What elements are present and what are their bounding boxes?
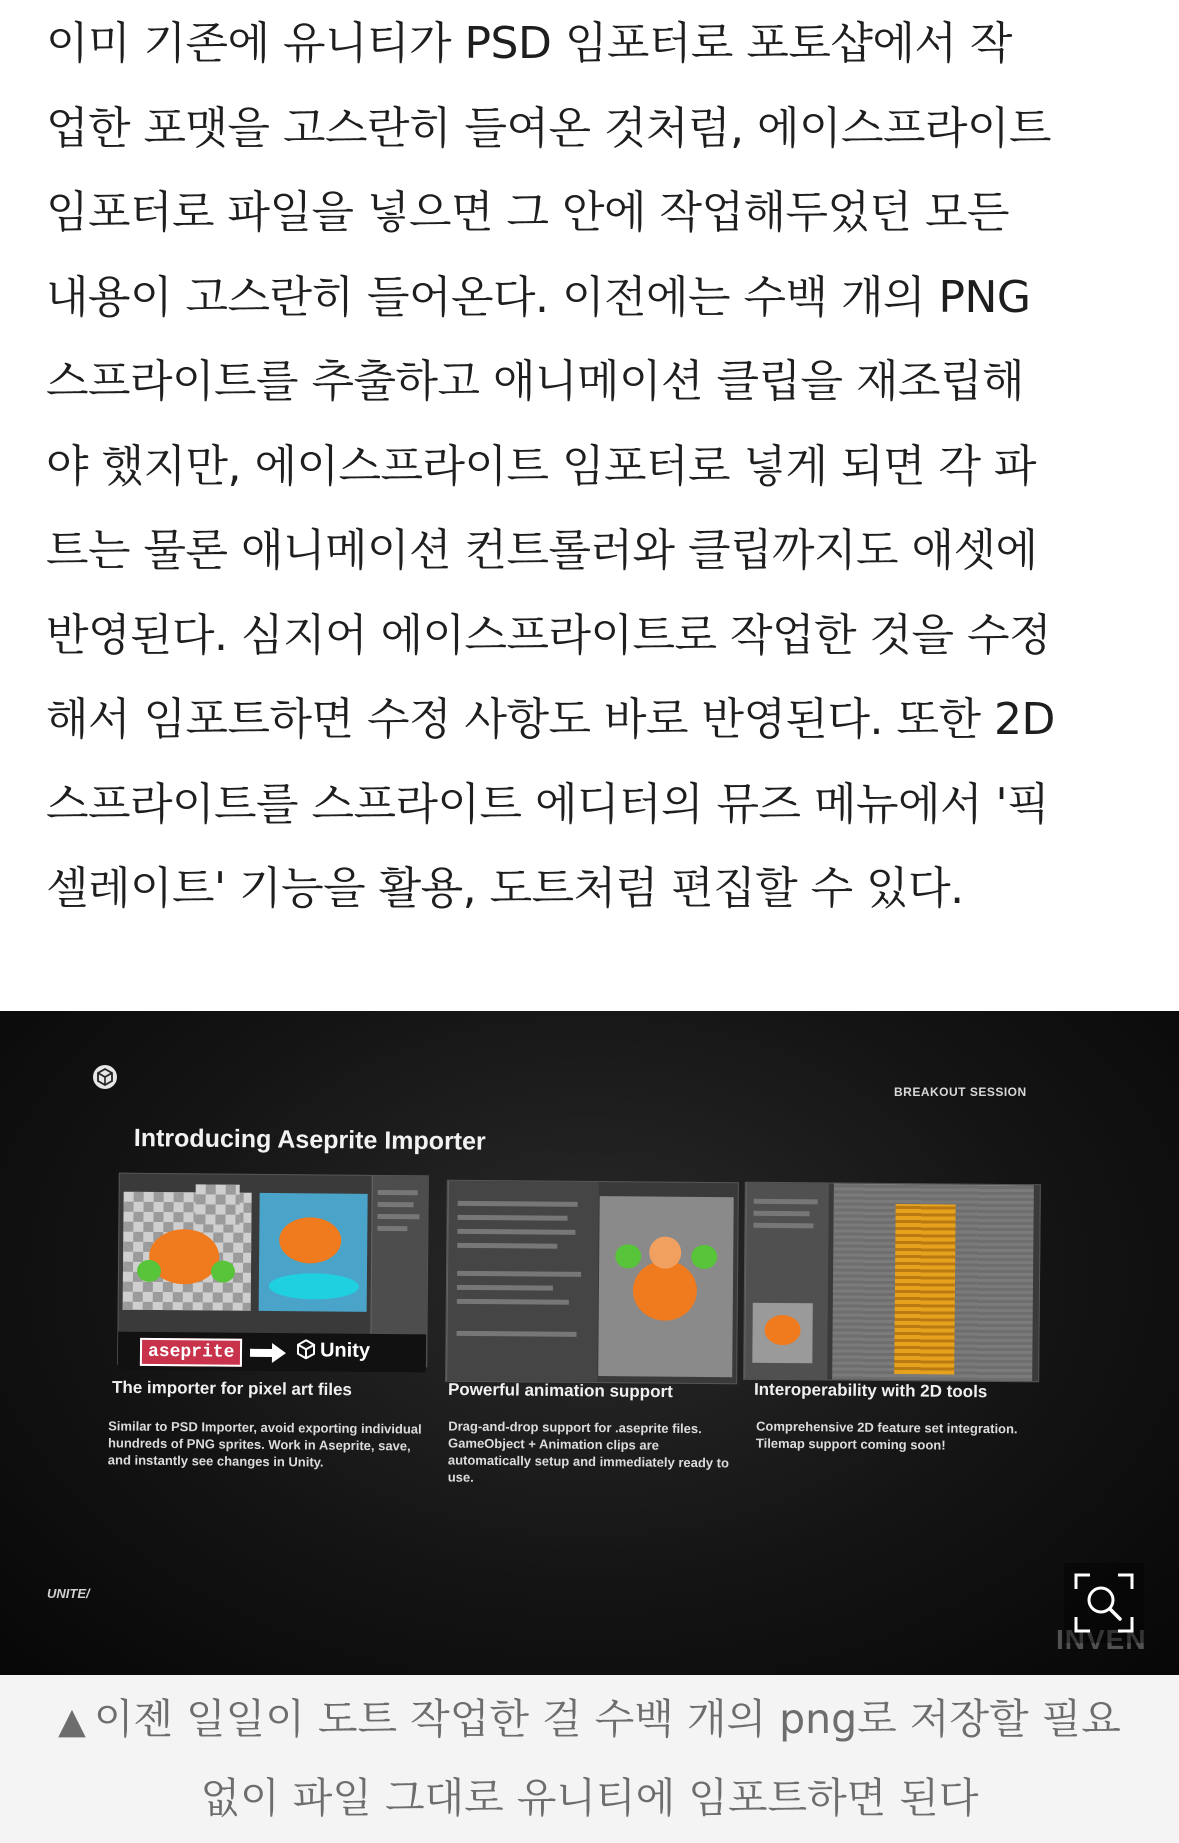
unity-logo	[296, 1339, 370, 1363]
article-line: 스프라이트를 스프라이트 에디터의 뮤즈 메뉴에서 '픽	[46, 778, 1050, 830]
article-body	[46, 2, 1136, 932]
article-line: 스프라이트를 추출하고 애니메이션 클립을 재조립해	[46, 356, 1025, 407]
sprite-strip	[894, 1204, 955, 1375]
import-settings	[446, 1181, 599, 1382]
inspector-row	[377, 1226, 407, 1231]
settings-row	[457, 1285, 553, 1291]
settings-row	[458, 1215, 568, 1221]
unity-logo-text: Unity	[319, 1339, 371, 1362]
inspector-row	[378, 1190, 418, 1195]
sprite-glove	[615, 1244, 641, 1268]
screenshot-animation-inspector	[445, 1180, 739, 1385]
logos-row	[118, 1332, 426, 1373]
panel-row	[753, 1223, 813, 1229]
caption-line	[0, 1681, 1179, 1760]
slide-title: Introducing Aseprite Importer	[133, 1124, 486, 1156]
feature-description: Drag-and-drop support for .aseprite files. GameObject + Animation clips are automatically setup and immediately ready to use.	[447, 1418, 730, 1485]
settings-row	[457, 1243, 557, 1249]
settings-row	[458, 1201, 578, 1207]
inven-watermark: INVEN	[1056, 1624, 1147, 1655]
settings-row	[457, 1331, 577, 1337]
feature-description: Comprehensive 2D feature set integration. Tilemap support coming soon!	[755, 1418, 1018, 1453]
preview-thumbnail	[195, 1184, 239, 1224]
article-line: 해서 임포트하면 수정 사항도 바로 반영된다. 또한 2D	[46, 694, 1055, 745]
article-line: 트는 물론 애니메이션 컨트롤러와 클립까지도 애셋에	[46, 525, 1038, 576]
article-line: 반영된다. 심지어 에이스프라이트로 작업한 것을 수정	[46, 609, 1052, 661]
sprite-head	[649, 1236, 681, 1268]
sprite-character	[764, 1315, 800, 1345]
inspector-row	[378, 1202, 414, 1207]
unity-cube-icon	[92, 1064, 118, 1090]
feature-heading: Interoperability with 2D tools	[753, 1379, 988, 1402]
feature-description: Similar to PSD Importer, avoid exporting individual hundreds of PNG sprites. Work in Aseprite, save, and instantly see changes in Unity.	[107, 1418, 422, 1470]
triangle-up-icon: ▲	[58, 1701, 86, 1742]
article-line: 셀레이트' 기능을 활용, 도트처럼 편집할 수 있다.	[46, 863, 964, 914]
panel-row	[754, 1211, 810, 1216]
article-line: 이미 기존에 유니티가 PSD 임포터로 포토샵에서 작	[46, 18, 1012, 69]
feature-heading: The importer for pixel art files	[111, 1377, 353, 1400]
unity-logo-icon	[296, 1339, 316, 1359]
session-tag: BREAKOUT SESSION	[894, 1085, 1027, 1099]
article-photo[interactable]	[0, 1011, 1179, 1675]
article-line: 내용이 고스란히 들어온다. 이전에는 수백 개의 PNG	[46, 271, 1031, 323]
article-line: 야 했지만, 에이스프라이트 임포터로 넣게 되면 각 파	[46, 440, 1036, 492]
panel-row	[754, 1199, 818, 1205]
settings-row	[457, 1229, 575, 1235]
inspector-row	[377, 1214, 419, 1219]
settings-row	[457, 1299, 569, 1305]
magnify-icon	[1064, 1563, 1144, 1643]
caption-line: 없이 파일 그대로 유니티에 임포트하면 된다	[200, 1774, 979, 1822]
article-line: 업한 포맷을 고스란히 들여온 것처럼, 에이스프라이트	[46, 102, 1052, 154]
caption-text: 이젠 일일이 도트 작업한 걸 수백 개의 png로 저장할 필요	[93, 1695, 1121, 1743]
sprite-glove	[211, 1260, 235, 1282]
sprite-character	[279, 1217, 341, 1264]
unite-logo: UNITE/	[47, 1586, 90, 1601]
sprite-glove	[691, 1245, 717, 1269]
settings-row	[457, 1271, 581, 1277]
aseprite-logo: aseprite	[140, 1338, 243, 1367]
arrow-right-icon	[248, 1341, 288, 1365]
article-line: 임포터로 파일을 넣으면 그 안에 작업해두었던 모든	[46, 187, 1009, 238]
photo-caption	[0, 1675, 1179, 1843]
sprite-character	[633, 1260, 698, 1321]
sprite-glove	[137, 1260, 161, 1282]
feature-heading: Powerful animation support	[447, 1379, 673, 1402]
screenshot-2d-tools	[743, 1182, 1041, 1383]
zoom-button[interactable]	[1064, 1563, 1144, 1643]
